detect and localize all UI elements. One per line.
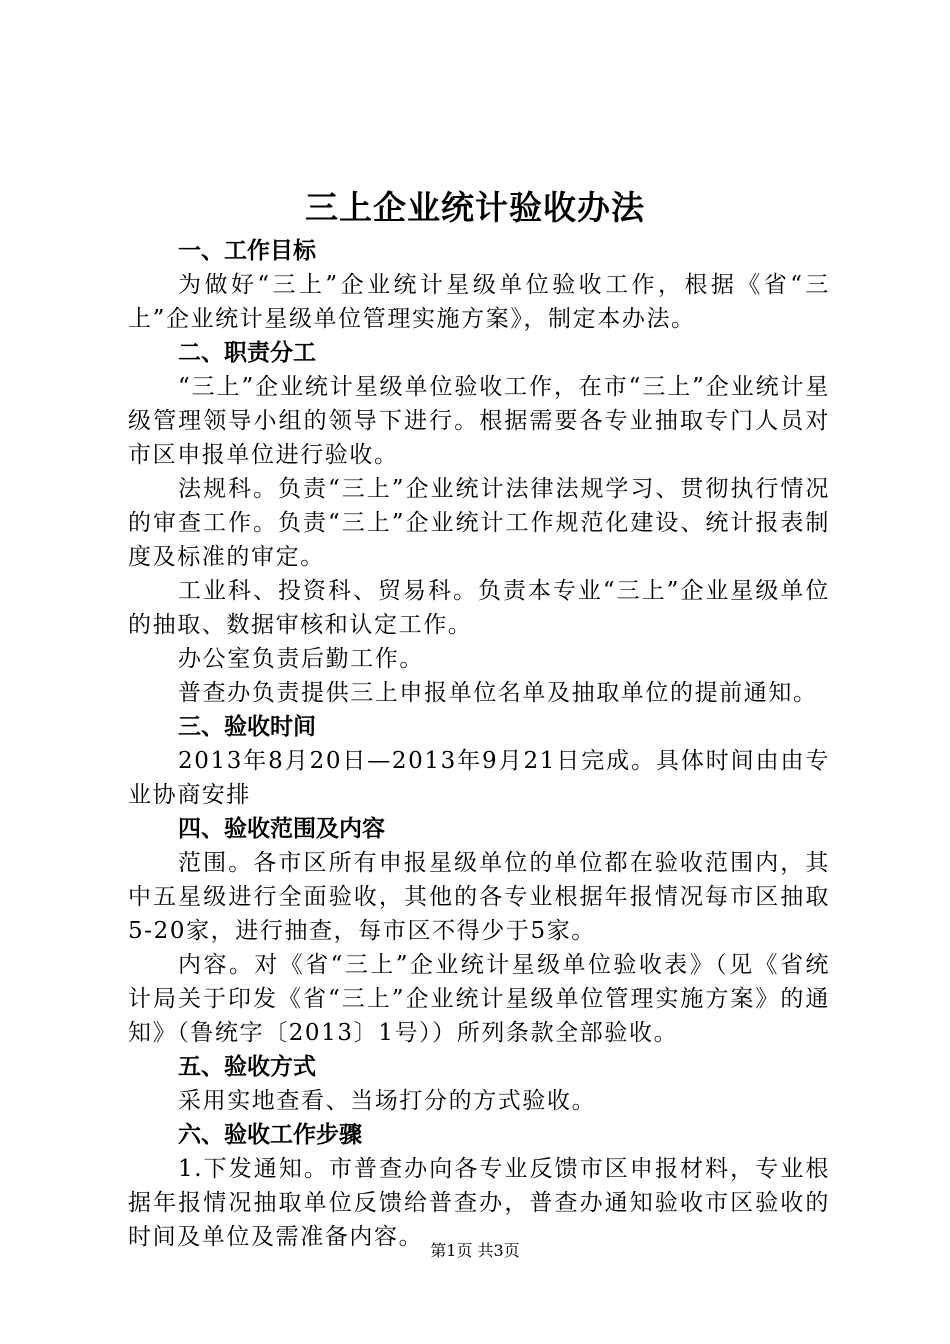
document-body [128,234,830,1254]
paragraph: 工业科、投资科、贸易科。负责本专业“三上”企业星级单位的抽取、数据审核和认定工作。 [128,578,830,638]
section-heading-goal: 一、工作目标 [178,238,316,264]
section-heading-steps: 六、验收工作步骤 [178,1122,362,1148]
paragraph: 法规科。负责“三上”企业统计法律法规学习、贯彻执行情况的审查工作。负责“三上”企业统计工作规范化建设、统计报表制度及标准的审定。 [128,476,830,570]
section-heading-method: 五、验收方式 [178,1054,316,1080]
paragraph: 内容。对《省“三上”企业统计星级单位验收表》（见《省统计局关于印发《省“三上”企业统计星级单位管理实施方案》的通知》（鲁统字〔2013〕1号））所列条款全部验收。 [128,952,830,1046]
paragraph: 办公室负责后勤工作。 [178,646,424,672]
paragraph: 采用实地查看、当场打分的方式验收。 [178,1088,597,1114]
paragraph: “三上”企业统计星级单位验收工作，在市“三上”企业统计星级管理领导小组的领导下进行。根据需要各专业抽取专门人员对市区申报单位进行验收。 [128,374,830,468]
paragraph: 1.下发通知。市普查办向各专业反馈市区申报材料，专业根据年报情况抽取单位反馈给普查办，普查办通知验收市区验收的时间及单位及需准备内容。 [128,1156,830,1250]
section-heading-responsibilities: 二、职责分工 [178,340,316,366]
paragraph: 范围。各市区所有申报星级单位的单位都在验收范围内，其中五星级进行全面验收，其他的各专业根据年报情况每市区抽取5-20家，进行抽查，每市区不得少于5家。 [128,850,830,944]
section-heading-scope: 四、验收范围及内容 [178,816,385,842]
paragraph: 普查办负责提供三上申报单位名单及抽取单位的提前通知。 [178,680,818,706]
paragraph: 为做好“三上”企业统计星级单位验收工作，根据《省“三上”企业统计星级单位管理实施方案》，制定本办法。 [128,272,830,332]
section-heading-time: 三、验收时间 [178,714,316,740]
document-title: 三上企业统计验收办法 [305,188,645,227]
paragraph: 2013年8月20日—2013年9月21日完成。具体时间由由专业协商安排 [128,748,830,808]
page-number-footer: 第1页 共3页 [430,1241,520,1260]
